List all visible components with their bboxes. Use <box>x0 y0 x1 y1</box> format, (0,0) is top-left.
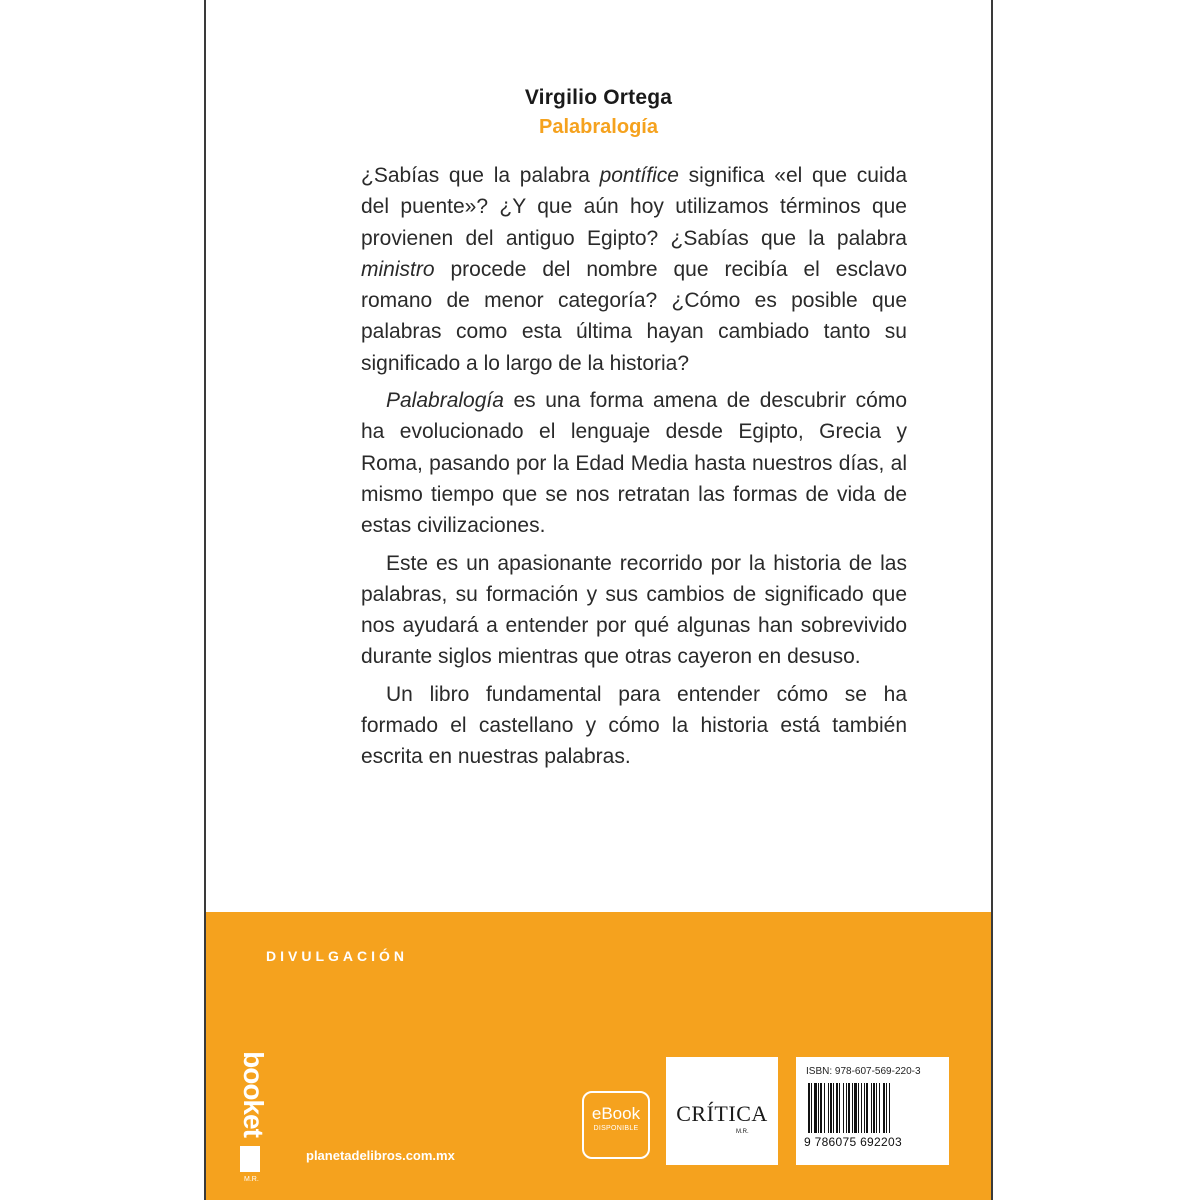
book-back-cover <box>204 0 993 1200</box>
barcode-bar <box>830 1083 832 1133</box>
barcode-bar <box>879 1083 880 1133</box>
website-url <box>306 1148 455 1163</box>
barcode-bar <box>836 1083 838 1133</box>
barcode-bar <box>814 1083 817 1133</box>
text-run: es una forma amena de descubrir cómo ha evolucionado el lenguaje desde Egipto, Grecia y Roma, pasando por la Edad Media hasta nuestros días, al mismo tiempo que se nos retratan las formas de vida de estas civilizaciones. <box>361 389 907 538</box>
italic-run: ministro <box>361 257 435 281</box>
imprint-mark: M.R. <box>736 1129 749 1135</box>
barcode-bar <box>820 1083 822 1133</box>
barcode-bar <box>854 1083 857 1133</box>
barcode-bar <box>866 1083 868 1133</box>
barcode-bar <box>861 1083 862 1133</box>
barcode-bar <box>871 1083 872 1133</box>
imprint-logo <box>666 1057 778 1165</box>
booket-mark: M.R. <box>244 1176 259 1183</box>
author-name: Virgilio Ortega <box>524 86 673 109</box>
isbn-label: ISBN: 978-607-569-220-3 <box>806 1066 921 1077</box>
booket-box-icon <box>240 1146 260 1172</box>
barcode-bar <box>828 1083 829 1133</box>
blurb <box>361 160 907 773</box>
text-run: significa «el que cuida del puente»? ¿Y que aún hoy utilizamos términos que provienen del antiguo Egipto? ¿Sabías que la palabra <box>361 164 907 250</box>
ebook-badge <box>582 1091 650 1159</box>
text-run: ¿Sabías que la palabra <box>361 164 600 187</box>
barcode-bar <box>846 1083 847 1133</box>
barcode-bar <box>843 1083 844 1133</box>
isbn-barcode-box <box>796 1057 949 1165</box>
italic-run: Palabralogía <box>386 389 504 413</box>
ebook-subtitle: DISPONIBLE <box>593 1125 639 1132</box>
barcode-bar <box>873 1083 875 1133</box>
barcode-bar <box>883 1083 885 1133</box>
blurb-paragraph-3: Este es un apasionante recorrido por la historia de las palabras, su formación y sus cambios de significado que nos ayudará a entender por qué algunas han sobrevivido durante siglos mientras que otras cayeron en desuso. <box>361 551 907 669</box>
italic-run: pontífice <box>599 164 679 187</box>
barcode-bar <box>811 1083 812 1133</box>
barcode-bar <box>889 1083 890 1133</box>
barcode-bar <box>818 1083 819 1133</box>
genre-label: DIVULGACIÓN <box>266 948 408 964</box>
barcode-bar <box>833 1083 834 1133</box>
blurb-paragraph-4: Un libro fundamental para entender cómo se ha formado el castellano y cómo la historia está también escrita en nuestras palabras. <box>361 682 907 769</box>
ebook-title: eBook <box>591 1104 641 1123</box>
booket-logo-word: booket <box>237 1051 269 1137</box>
barcode-number: 9 786075 692203 <box>804 1135 902 1149</box>
barcode-bar <box>824 1083 825 1133</box>
barcode-icon <box>808 1083 938 1133</box>
barcode-bar <box>886 1083 887 1133</box>
blurb-paragraph-1 <box>361 160 907 379</box>
barcode-bar <box>808 1083 810 1133</box>
barcode-bar <box>864 1083 865 1133</box>
barcode-bar <box>852 1083 853 1133</box>
footer-band <box>206 912 991 1200</box>
barcode-bar <box>848 1083 850 1133</box>
barcode-bar <box>858 1083 859 1133</box>
text-run: procede del nombre que recibía el esclavo romano de menor categoría? ¿Cómo es posible que palabras como esta última hayan cambiado tanto su significado a lo largo de la historia? <box>361 257 907 375</box>
barcode-bar <box>876 1083 877 1133</box>
blurb-paragraph-2 <box>361 385 907 541</box>
website-text: planetadelibros.com.mx <box>306 1148 455 1163</box>
booket-logo <box>236 1052 278 1188</box>
barcode-bar <box>839 1083 840 1133</box>
book-title: Palabralogía <box>539 116 658 138</box>
imprint-name: CRÍTICA <box>676 1101 768 1126</box>
